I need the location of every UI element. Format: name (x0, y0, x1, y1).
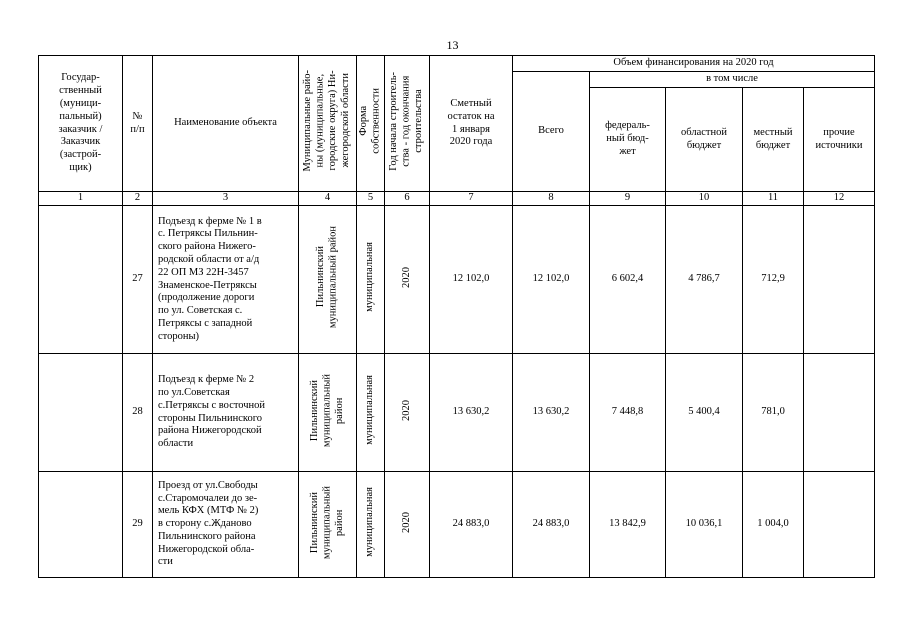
cell-remainder: 13 630,2 (430, 354, 513, 472)
cell-ownership (357, 472, 385, 578)
header-district (299, 56, 357, 192)
cell-year (385, 472, 430, 578)
header-district-text: Муниципальные райо- ны (муниципальные, городские округа) Ни- жегородской области (302, 70, 352, 172)
col-number: 6 (385, 192, 430, 206)
cell-regional: 10 036,1 (666, 472, 743, 578)
header-object-name: Наименование объекта (153, 56, 299, 192)
col-number: 2 (123, 192, 153, 206)
col-number: 8 (513, 192, 590, 206)
cell-customer (39, 206, 123, 354)
col-number: 9 (590, 192, 666, 206)
cell-ownership (357, 206, 385, 354)
cell-federal: 13 842,9 (590, 472, 666, 578)
cell-district-text: Пильнинский муниципальный район (308, 485, 345, 559)
header-ownership-text: Форма собственности (357, 88, 382, 154)
cell-other (804, 206, 875, 354)
cell-number: 28 (123, 354, 153, 472)
header-ownership (357, 56, 385, 192)
header-years-text: Год начала строитель- ства - год окончания строительства (388, 71, 425, 171)
col-number: 7 (430, 192, 513, 206)
page-number: 13 (446, 38, 459, 52)
header-other: прочие источники (804, 88, 875, 192)
header-local: местный бюджет (743, 88, 804, 192)
cell-number: 27 (123, 206, 153, 354)
cell-federal: 6 602,4 (590, 206, 666, 354)
cell-district-text: Пильнинский муниципальный район (314, 226, 339, 329)
cell-remainder: 24 883,0 (430, 472, 513, 578)
col-number: 11 (743, 192, 804, 206)
table-row (39, 354, 875, 472)
cell-number: 29 (123, 472, 153, 578)
cell-object-name: Проезд от ул.Свободы с.Старомочалеи до зе- мель КФХ (МТФ № 2) в сторону с.Жданово Пильнинского района Нижегородской обла- сти (153, 472, 299, 578)
table-row (39, 472, 875, 578)
cell-other (804, 472, 875, 578)
cell-year-text: 2020 (400, 511, 412, 533)
financing-table (38, 55, 875, 578)
header-years (385, 56, 430, 192)
header-financing-group: Объем финансирования на 2020 год (513, 56, 875, 72)
cell-year (385, 206, 430, 354)
col-number: 5 (357, 192, 385, 206)
cell-ownership-text: муниципальная (364, 487, 376, 558)
col-number: 4 (299, 192, 357, 206)
cell-regional: 4 786,7 (666, 206, 743, 354)
header-customer: Государ- ственный (муници- пальный) заказчик / Заказчик (застрой- щик) (39, 56, 123, 192)
cell-local: 712,9 (743, 206, 804, 354)
header-including: в том числе (590, 72, 875, 88)
cell-local: 781,0 (743, 354, 804, 472)
table-row (39, 206, 875, 354)
cell-customer (39, 472, 123, 578)
col-number: 10 (666, 192, 743, 206)
cell-other (804, 354, 875, 472)
cell-federal: 7 448,8 (590, 354, 666, 472)
cell-year-text: 2020 (400, 266, 412, 288)
col-number: 12 (804, 192, 875, 206)
column-number-row (39, 192, 875, 206)
cell-remainder: 12 102,0 (430, 206, 513, 354)
cell-ownership-text: муниципальная (364, 375, 376, 446)
cell-total: 24 883,0 (513, 472, 590, 578)
cell-local: 1 004,0 (743, 472, 804, 578)
cell-district-text: Пильнинский муниципальный район (308, 373, 345, 447)
header-regional: областной бюджет (666, 88, 743, 192)
header-total: Всего (513, 72, 590, 192)
cell-ownership-text: муниципальная (364, 242, 376, 313)
cell-district (299, 472, 357, 578)
cell-object-name: Подъезд к ферме № 2 по ул.Советская с.Петряксы с восточной стороны Пильнинского района Нижегородской области (153, 354, 299, 472)
cell-regional: 5 400,4 (666, 354, 743, 472)
cell-year-text: 2020 (400, 399, 412, 421)
cell-total: 13 630,2 (513, 354, 590, 472)
header-estimate-remainder: Сметный остаток на 1 января 2020 года (430, 56, 513, 192)
cell-ownership (357, 354, 385, 472)
header-number: № п/п (123, 56, 153, 192)
col-number: 1 (39, 192, 123, 206)
cell-total: 12 102,0 (513, 206, 590, 354)
cell-district (299, 206, 357, 354)
cell-object-name: Подъезд к ферме № 1 в с. Петряксы Пильнин- ского района Нижего- родской области от а/д 22 ОП МЗ 22Н-3457 Знаменское-Петряксы (продолжение дороги по ул. Советская с. Петряксы с западной стороны) (153, 206, 299, 354)
cell-district (299, 354, 357, 472)
cell-customer (39, 354, 123, 472)
cell-year (385, 354, 430, 472)
col-number: 3 (153, 192, 299, 206)
header-federal: федераль- ный бюд- жет (590, 88, 666, 192)
